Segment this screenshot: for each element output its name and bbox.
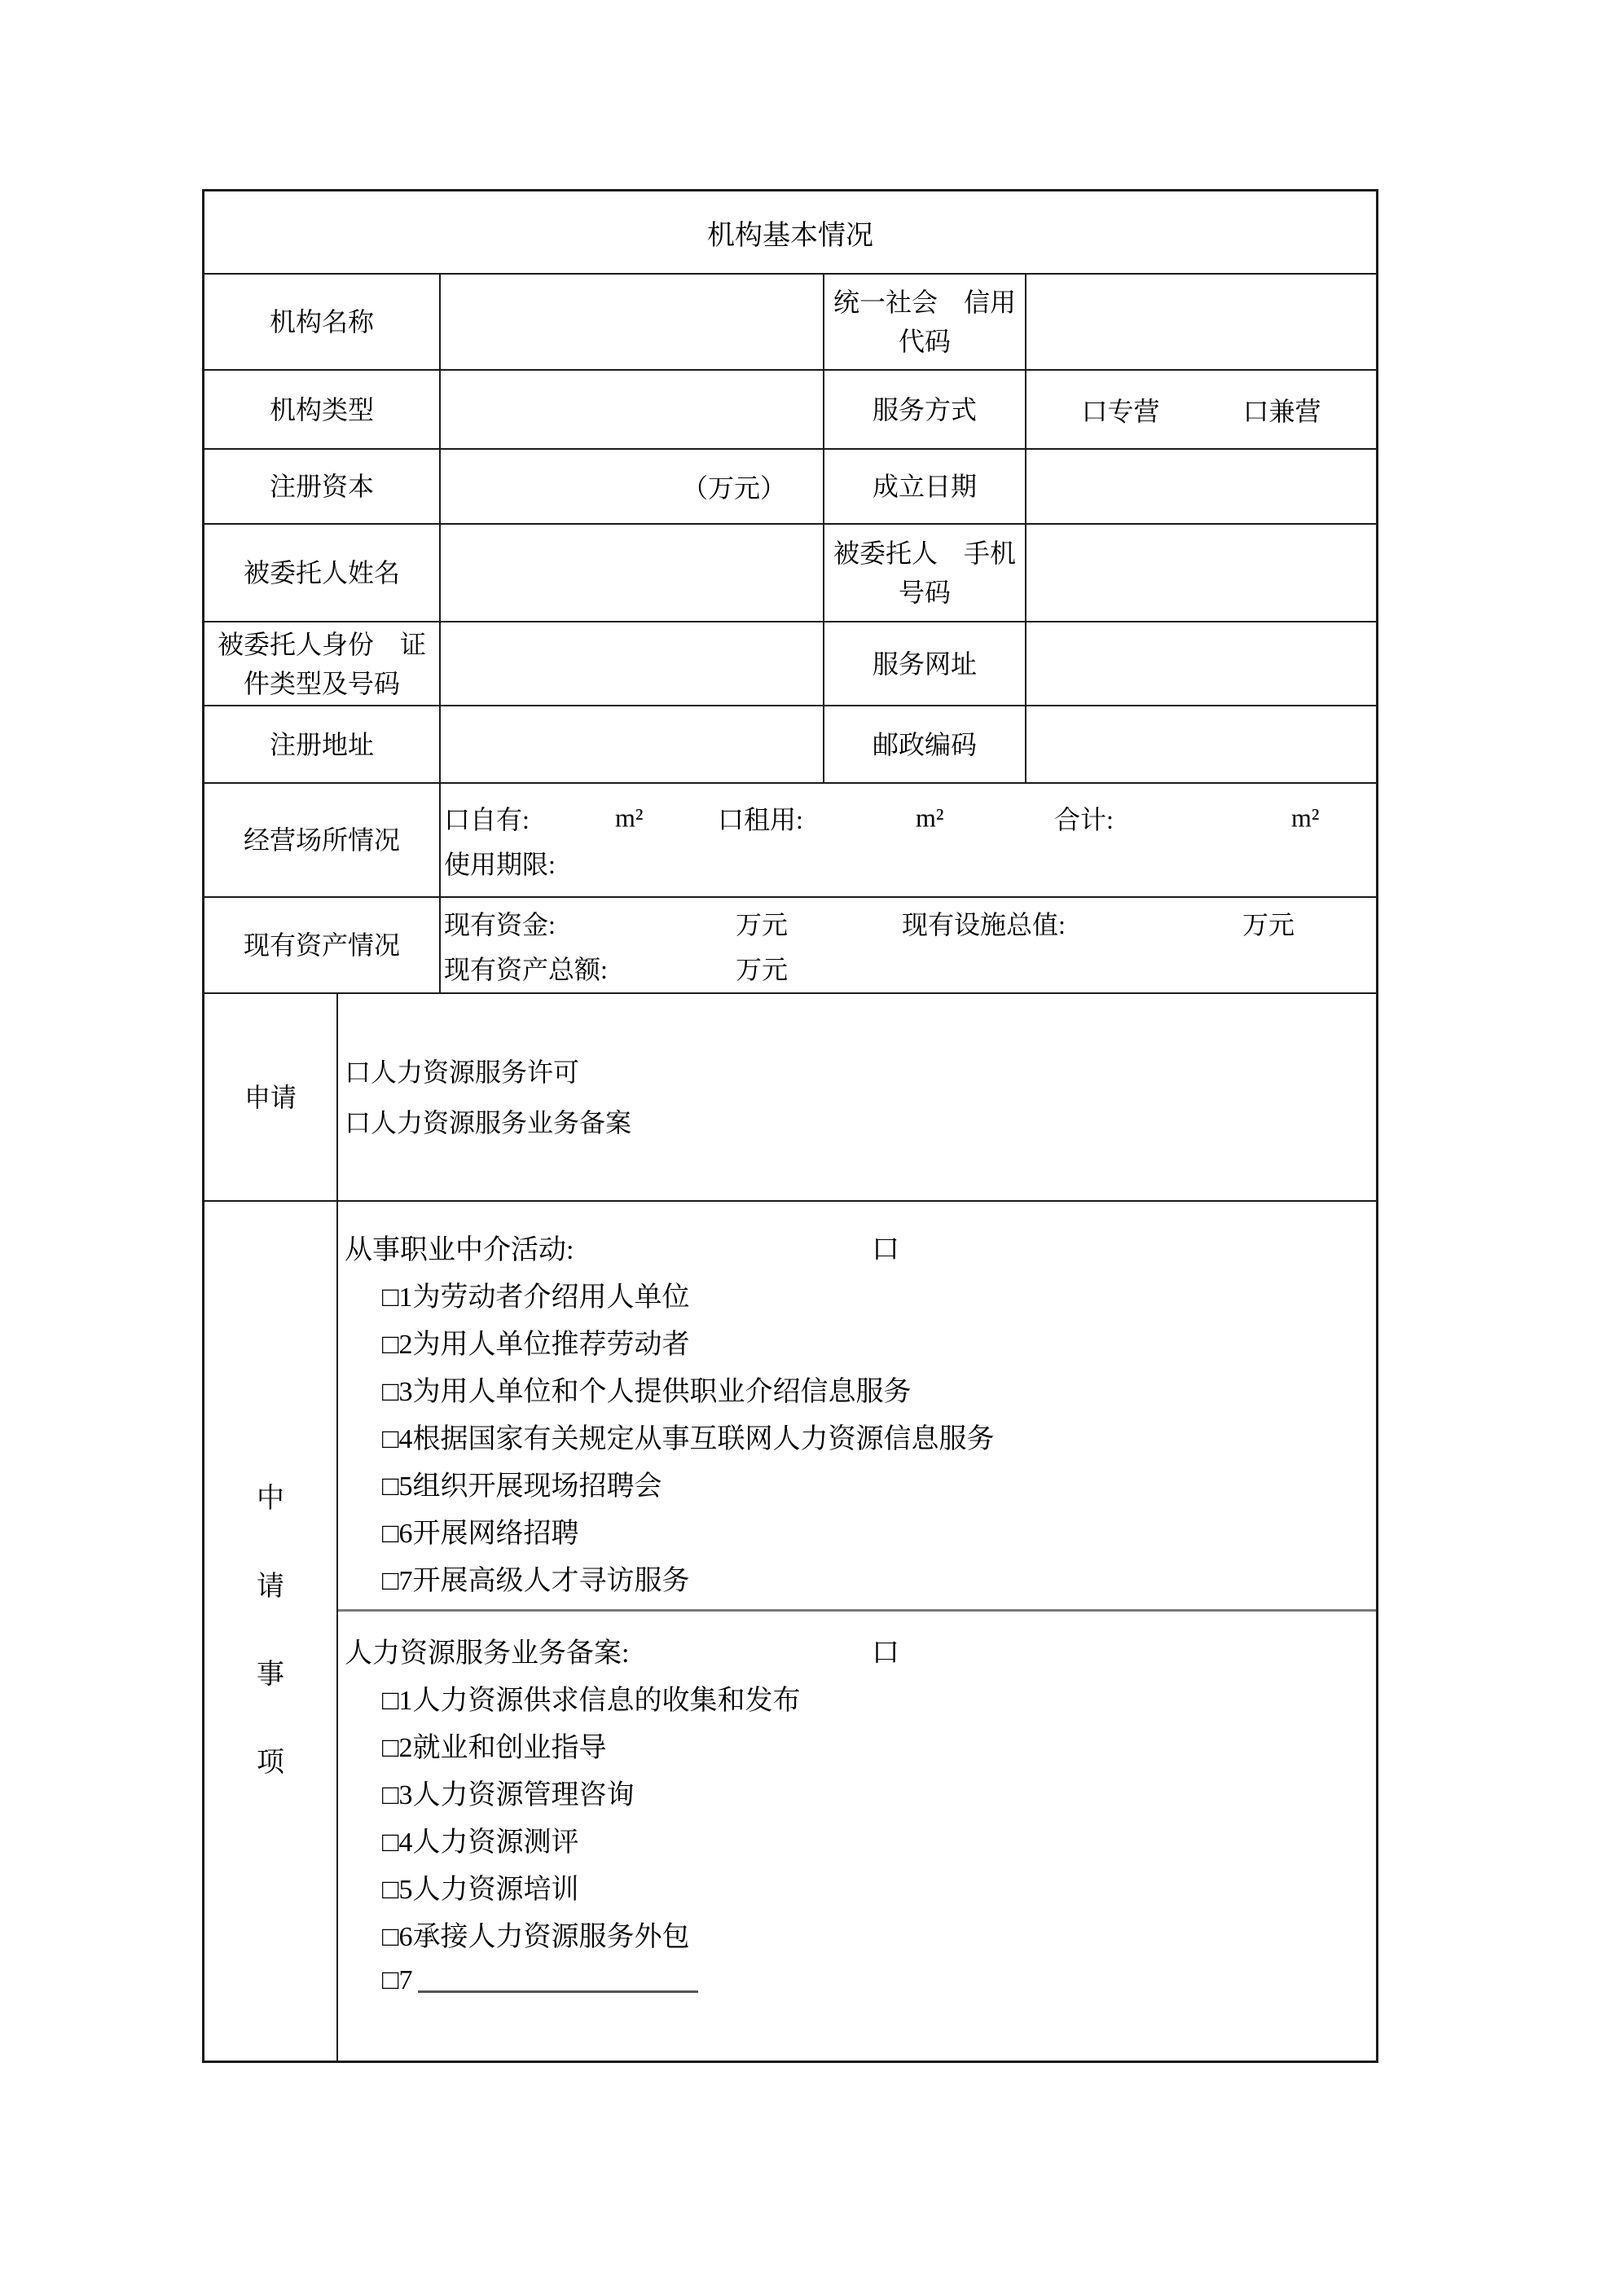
- label-premises: 经营场所情况: [243, 825, 400, 855]
- label-agent-name: 被委托人姓名: [243, 558, 400, 587]
- row-application: [204, 992, 1376, 1200]
- unit-sqm-rented: m²: [916, 803, 944, 832]
- unit-wanyuan-assets: 万元: [736, 954, 789, 984]
- row-registered-address: [204, 705, 1376, 782]
- checklist-item-other: □7: [382, 1957, 1376, 2004]
- label-establish-date: 成立日期: [823, 450, 1025, 523]
- unit-wanyuan-funds: 万元: [736, 909, 789, 939]
- label-application-items: 中 请 事 项: [257, 1484, 284, 1778]
- field-credit-code: [1025, 275, 1376, 369]
- label-registered-capital: 注册资本: [269, 472, 374, 501]
- label-postal-code: 邮政编码: [823, 706, 1025, 782]
- label-registered-address: 注册地址: [269, 729, 374, 759]
- label-use-term: 使用期限:: [444, 849, 556, 879]
- checklist-item: □5人力资源培训: [382, 1874, 579, 1905]
- application-items-content: [336, 1202, 1376, 2061]
- row-registered-capital: [204, 448, 1376, 523]
- checklist-item: □7开展高级人才寻访服务: [382, 1565, 690, 1596]
- section-hr-service-filing: [338, 1609, 1376, 2061]
- row-assets: [204, 896, 1376, 992]
- label-credit-code: 统一社会 信用 代码: [823, 275, 1025, 369]
- label-total-area: 合计:: [1054, 804, 1114, 834]
- checkbox-option-hr-service-filing: 口人力资源服务业务备案: [345, 1107, 632, 1137]
- checklist-item: □5组织开展现场招聘会: [382, 1471, 662, 1502]
- section-title: 从事职业中介活动:: [345, 1234, 574, 1265]
- field-establish-date: [1025, 450, 1376, 523]
- unit-sqm-owned: m²: [615, 803, 644, 832]
- table-header-row: [204, 191, 1376, 273]
- section-title-line: [345, 1223, 1376, 1270]
- row-agent-id: [204, 621, 1376, 705]
- checklist-item: □3人力资源管理咨询: [382, 1779, 635, 1810]
- premises-line-1: [441, 795, 1376, 840]
- field-application: [336, 994, 1376, 1200]
- field-postal-code: [1025, 706, 1376, 782]
- assets-line-2: [441, 945, 1376, 990]
- field-service-url: [1025, 622, 1376, 705]
- checklist-item: □1为劳动者介绍用人单位: [382, 1282, 690, 1313]
- checklist-item: □2就业和创业指导: [382, 1732, 607, 1763]
- blank-underline: [418, 1968, 698, 1993]
- checklist-item: □3为用人单位和个人提供职业介绍信息服务: [382, 1376, 912, 1407]
- premises-line-2: [441, 840, 1376, 885]
- checkbox-option-concurrent: 口兼营: [1242, 396, 1321, 426]
- checkbox-option-exclusive: 口专营: [1081, 396, 1160, 426]
- row-agent-name: [204, 523, 1376, 621]
- checklist-item: □6承接人力资源服务外包: [382, 1921, 690, 1952]
- field-assets: [439, 898, 1376, 992]
- row-org-type: [204, 369, 1376, 448]
- section-title-line: [345, 1626, 1376, 1674]
- label-agent-phone: 被委托人 手机 号码: [823, 525, 1025, 621]
- label-service-url: 服务网址: [823, 622, 1025, 705]
- checkbox-option-rented: 口租用:: [718, 804, 803, 834]
- checklist-item: □1人力资源供求信息的收集和发布: [382, 1685, 801, 1716]
- checklist-item: □2为用人单位推荐劳动者: [382, 1329, 690, 1360]
- label-assets: 现有资产情况: [243, 930, 400, 960]
- checklist-item: □4人力资源测评: [382, 1827, 579, 1858]
- label-org-name: 机构名称: [269, 307, 374, 336]
- label-total-assets: 现有资产总额:: [444, 954, 608, 984]
- field-org-type: [439, 371, 823, 448]
- row-application-items: [204, 1200, 1376, 2061]
- label-org-type: 机构类型: [269, 394, 374, 424]
- row-org-name: [204, 273, 1376, 369]
- unit-wanyuan: （万元）: [681, 473, 786, 503]
- field-org-name: [439, 275, 823, 369]
- form-title: 机构基本情况: [707, 220, 873, 251]
- field-agent-id: [439, 622, 823, 705]
- section-title: 人力资源服务业务备案:: [345, 1638, 630, 1669]
- checklist-item: □6开展网络招聘: [382, 1518, 579, 1549]
- label-facilities-value: 现有设施总值:: [902, 909, 1066, 939]
- unit-sqm-total: m²: [1291, 803, 1320, 832]
- label-service-mode: 服务方式: [823, 371, 1025, 448]
- field-premises: [439, 784, 1376, 896]
- row-premises: [204, 782, 1376, 896]
- field-agent-name: [439, 525, 823, 621]
- label-application: 申请: [244, 1082, 297, 1112]
- field-registered-address: [439, 706, 823, 782]
- field-service-mode: [1025, 371, 1376, 448]
- assets-line-1: [441, 900, 1376, 945]
- checkbox-option-owned: 口自有:: [444, 804, 530, 834]
- field-registered-capital: [439, 450, 823, 523]
- label-current-funds: 现有资金:: [444, 909, 556, 939]
- checkbox-option-hr-service-license: 口人力资源服务许可: [345, 1057, 580, 1087]
- section-job-intermediary: [338, 1202, 1376, 1609]
- checkbox-icon: 口: [872, 1234, 899, 1265]
- checklist-item: □4根据国家有关规定从事互联网人力资源信息服务: [382, 1423, 995, 1454]
- label-agent-id: 被委托人身份 证 件类型及号码: [217, 629, 426, 698]
- field-agent-phone: [1025, 525, 1376, 621]
- unit-wanyuan-facilities: 万元: [1242, 909, 1295, 939]
- form-table: [202, 189, 1378, 2063]
- checkbox-icon: 口: [872, 1638, 899, 1669]
